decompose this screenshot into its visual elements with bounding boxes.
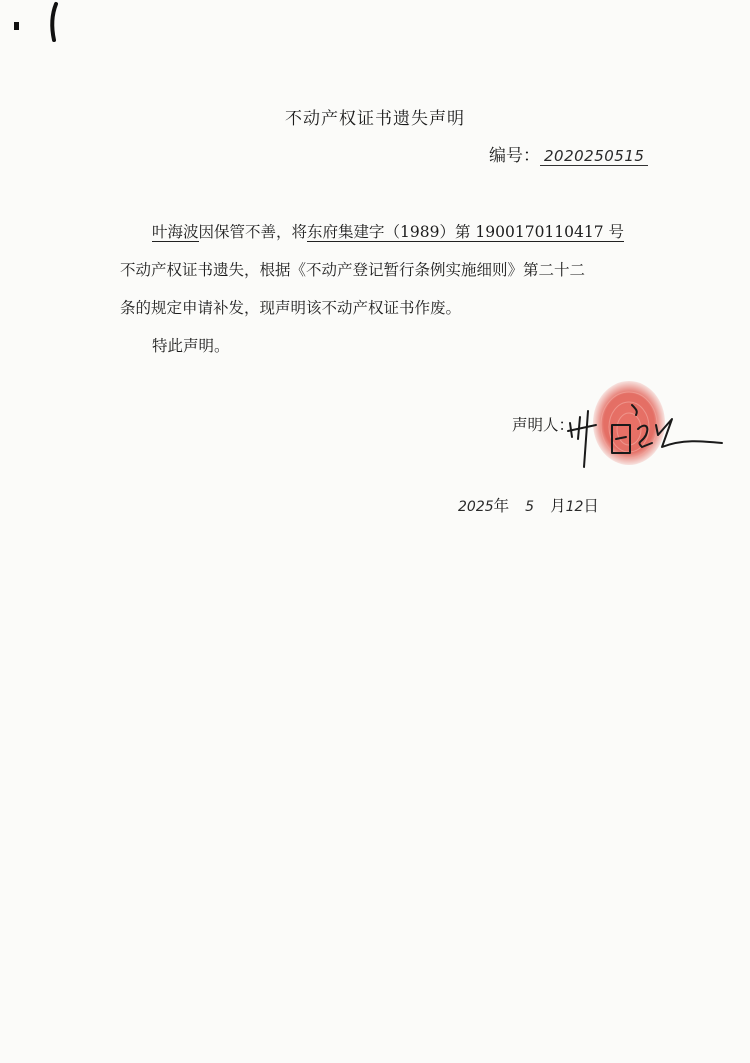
serial-number <box>489 141 648 166</box>
statement-line-1 <box>120 218 660 256</box>
statement-date <box>458 494 599 516</box>
document-title: 不动产权证书遗失声明 <box>285 109 465 129</box>
statement-line-3: 条的规定申请补发，现声明该不动产权证书作废。 <box>120 299 462 317</box>
date-day: 12 <box>565 499 584 515</box>
date-month: 5 <box>525 499 535 515</box>
date-year: 2025 <box>458 499 494 515</box>
scan-mark-graphic <box>14 0 84 45</box>
date-year-unit: 年 <box>493 497 510 515</box>
serial-label: 编号： <box>489 146 540 166</box>
statement-line-2: 不动产权证书遗失，根据《不动产登记暂行条例实施细则》第二十二 <box>120 261 586 279</box>
date-day-unit: 日 <box>583 497 599 515</box>
statement-text: 因保管不善，将 <box>198 223 308 241</box>
statement-body <box>120 218 660 370</box>
handwritten-signature <box>562 395 732 475</box>
owner-name: 叶海波 <box>152 223 199 241</box>
date-month-unit: 月 <box>550 497 566 515</box>
closing-remark: 特此声明。 <box>152 337 230 355</box>
declarant-label: 声明人： <box>512 416 575 434</box>
certificate-number: 东府集建字（1989）第 1900170110417 号 <box>307 223 625 241</box>
serial-value: 2020250515 <box>540 147 648 166</box>
